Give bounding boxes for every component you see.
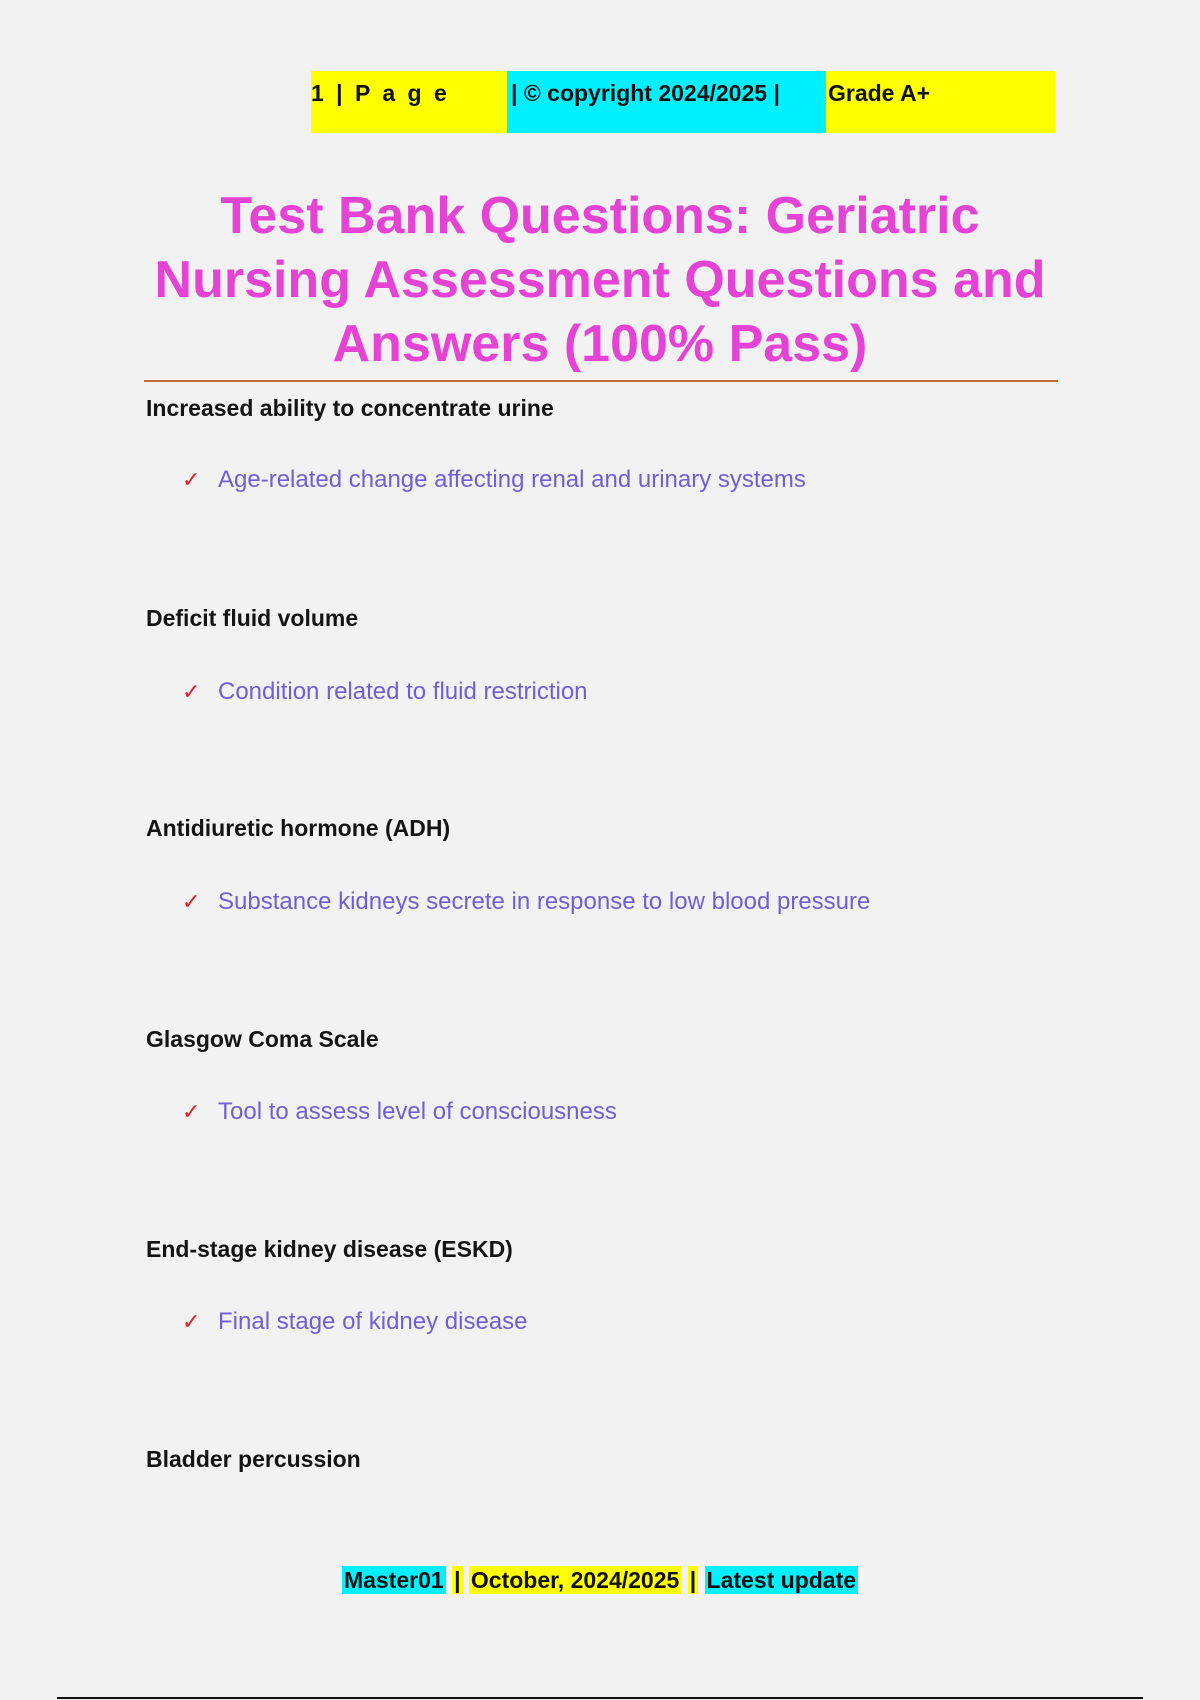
qa-answer <box>182 1308 528 1336</box>
qa-term: End-stage kidney disease (ESKD) <box>146 1236 513 1262</box>
checkmark-icon: ✓ <box>182 679 201 704</box>
checkmark-icon: ✓ <box>182 1309 201 1334</box>
qa-term: Bladder percussion <box>146 1446 361 1472</box>
qa-term: Antidiuretic hormone (ADH) <box>146 815 451 841</box>
footer-separator: | <box>689 1567 697 1593</box>
qa-answer-text: Tool to assess level of consciousness <box>218 1098 617 1125</box>
qa-answer-text: Final stage of kidney disease <box>218 1308 528 1335</box>
copyright-notice: | © copyright 2024/2025 | <box>507 71 826 133</box>
footer-separator: | <box>454 1567 461 1593</box>
footer-author: Master01 <box>343 1567 444 1593</box>
page-header <box>311 71 1055 133</box>
qa-answer-text: Condition related to fluid restriction <box>218 678 588 705</box>
page-number: 1 | P a g e <box>311 71 507 133</box>
title-divider <box>144 380 1058 382</box>
footer-divider <box>57 1697 1143 1699</box>
document-title: Test Bank Questions: Geriatric Nursing Assessment Questions and Answers (100% Pass) <box>154 187 1046 373</box>
qa-answer <box>182 1098 617 1126</box>
qa-answer <box>182 678 588 706</box>
qa-answer-text: Age-related change affecting renal and urinary systems <box>218 466 806 493</box>
qa-answer-text: Substance kidneys secrete in response to low blood pressure <box>218 888 871 915</box>
qa-term: Glasgow Coma Scale <box>146 1026 379 1052</box>
qa-answer <box>182 888 870 916</box>
page-footer <box>0 1567 1200 1594</box>
checkmark-icon: ✓ <box>182 889 201 914</box>
checkmark-icon: ✓ <box>182 467 201 492</box>
grade-label: Grade A+ <box>826 71 1055 133</box>
qa-term: Deficit fluid volume <box>146 605 359 631</box>
qa-term: Increased ability to concentrate urine <box>146 395 554 421</box>
checkmark-icon: ✓ <box>182 1099 201 1124</box>
qa-answer <box>182 466 806 494</box>
footer-date: October, 2024/2025 <box>470 1567 680 1593</box>
footer-update: Latest update <box>706 1567 857 1593</box>
